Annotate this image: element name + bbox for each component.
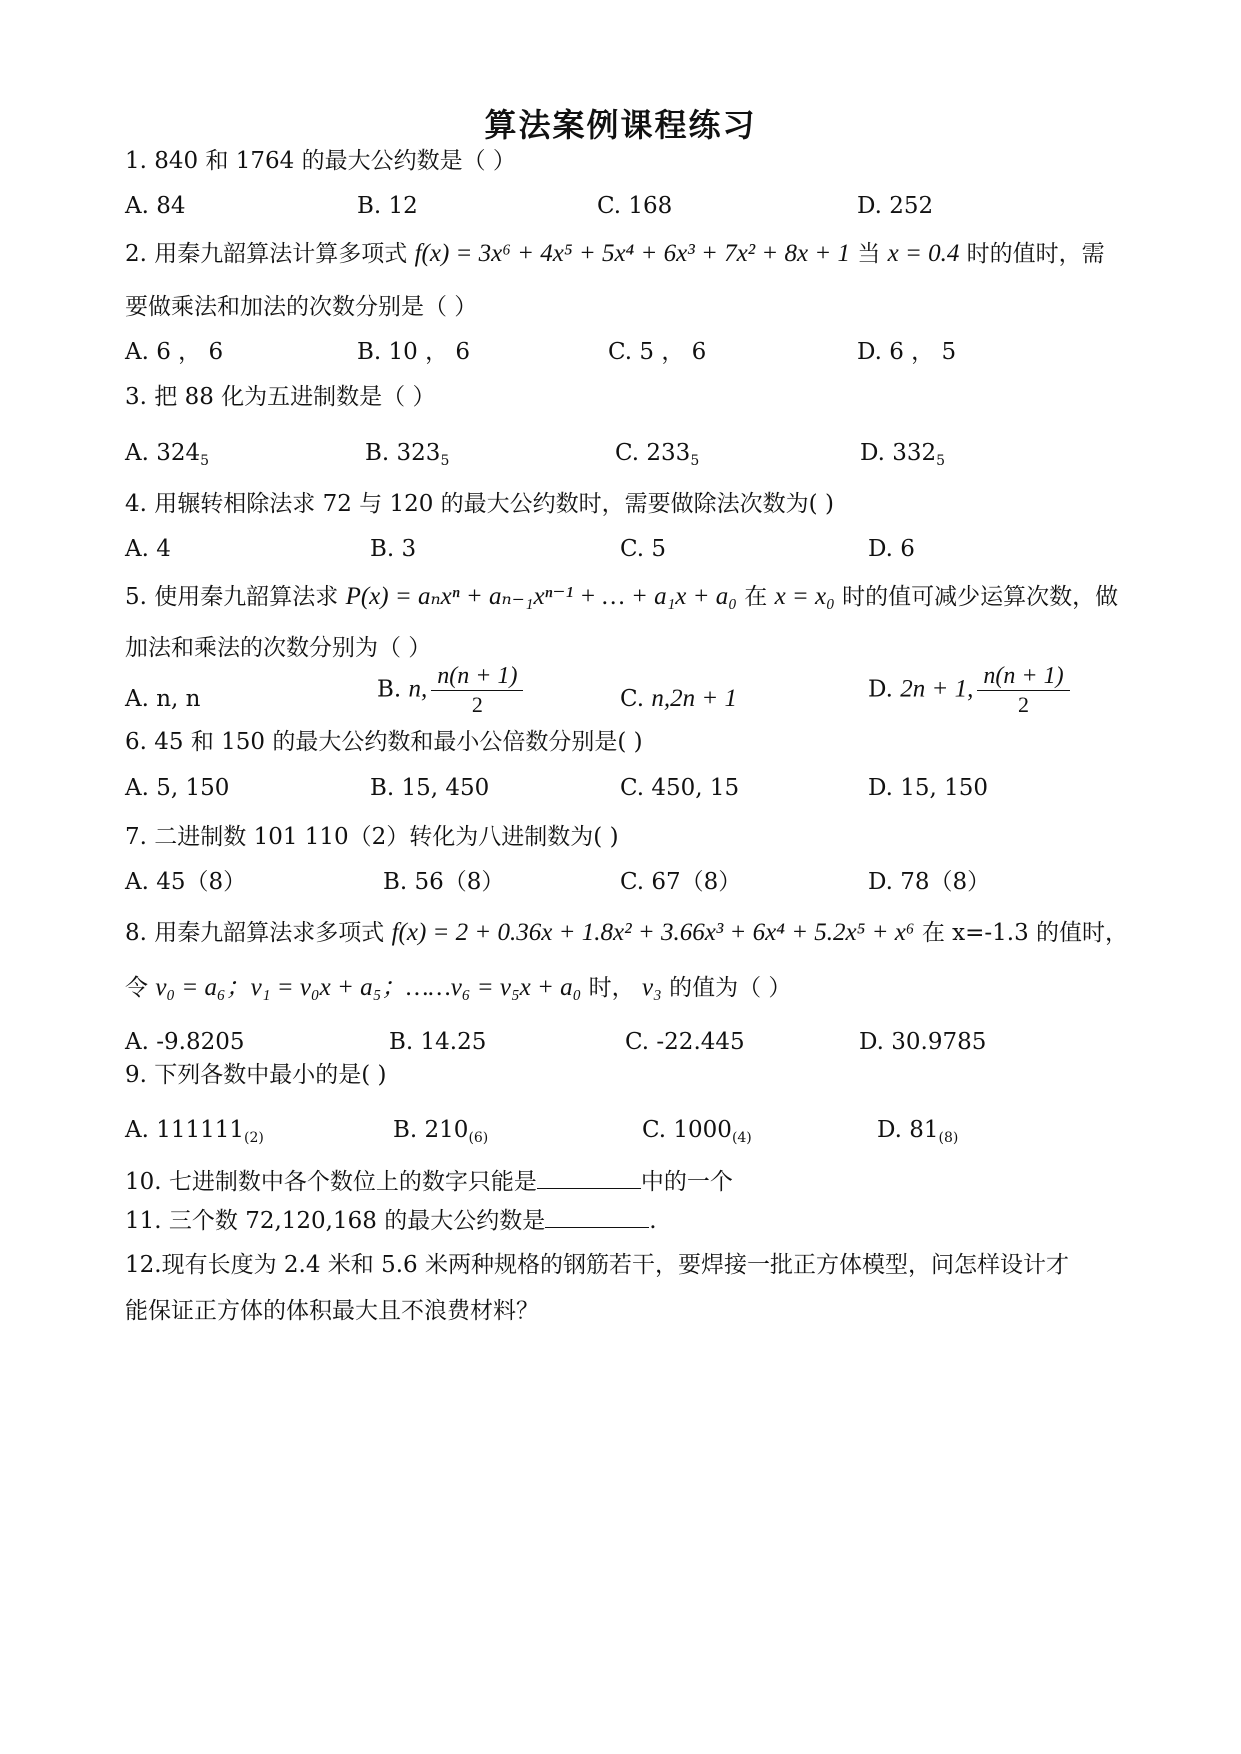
question-8-option-d: D. 30.9785: [859, 1029, 987, 1055]
question-11-stem: 11. 三个数 72,120,168 的最大公约数是 .: [125, 1208, 657, 1234]
question-8-polynomial: f(x) = 2 + 0.36x + 1.8x² + 3.66x³ + 6x⁴ + 5.2x⁵ + x⁶: [391, 919, 915, 946]
question-8-option-c: C. -22.445: [625, 1029, 745, 1055]
question-8-stem-line2: 令 v₀ = a₆；v₁ = v₀x + a₅；……v₆ = v₅x + a₀ 时， v₃ 的值为（ ）: [125, 974, 792, 1001]
question-3-option-b: B. $323_5$: [365, 440, 450, 469]
question-4-option-b: B. 3: [370, 536, 417, 562]
question-2-option-c: C. 5 ， 6: [608, 339, 707, 365]
question-2-stem-line2: 要做乘法和加法的次数分别是（ ）: [125, 294, 478, 320]
question-6-option-c: C. 450, 15: [620, 775, 740, 801]
question-7-option-a: A. 45（8）: [125, 869, 247, 895]
question-5-stem-prefix: 5. 使用秦九韶算法求: [125, 584, 339, 610]
page-title: 算法案例课程练习: [484, 106, 757, 144]
question-5-stem: [125, 582, 1118, 612]
question-5-stem-suffix: 时的值可减少运算次数，做: [842, 584, 1119, 610]
question-3-option-c: C. $233_5$: [615, 440, 700, 469]
question-3-option-d: D. $332_5$: [860, 440, 946, 469]
question-1-option-b: B. 12: [357, 193, 418, 219]
question-9-stem: 9. 下列各数中最小的是( ): [125, 1062, 387, 1088]
question-5-option-b-fraction: $\frac{n(n + 1)}{2}$: [431, 662, 523, 719]
question-1-stem: 1. 840 和 1764 的最大公约数是（ ）: [125, 148, 516, 174]
question-7-stem: 7. 二进制数 101 110（2）转化为八进制数为( ): [125, 824, 619, 850]
question-8-recurrence: v₀ = a₆；v₁ = v₀x + a₅；……v₆ = v₅x + a₀: [155, 974, 582, 1001]
question-8-stem-suffix: 在 x=-1.3 的值时，: [921, 920, 1129, 946]
question-1-option-c: C. 168: [597, 193, 673, 219]
question-8-stem-prefix: 8. 用秦九韶算法求多项式: [125, 920, 385, 946]
question-2-stem: [125, 239, 1105, 269]
question-5-option-d-fraction: $\frac{n(n + 1)}{2}$: [977, 662, 1069, 719]
question-3-stem: 3. 把 88 化为五进制数是（ ）: [125, 384, 436, 410]
question-8-option-b: B. 14.25: [389, 1029, 487, 1055]
question-6-option-d: D. 15, 150: [868, 775, 989, 801]
question-2-stem-prefix: 2. 用秦九韶算法计算多项式: [125, 241, 408, 267]
question-5-option-c: C. n,2n + 1: [620, 685, 738, 712]
question-8-stem: [125, 918, 1128, 948]
question-5-stem-mid: 在: [744, 584, 768, 610]
question-7-option-b: B. 56（8）: [383, 869, 505, 895]
question-5-polynomial: P(x) = aₙxⁿ + aₙ₋₁xⁿ⁻¹ + … + a₁x + a₀: [345, 583, 737, 610]
question-1-option-a: A. 84: [125, 193, 186, 219]
question-10-stem: 10. 七进制数中各个数位上的数字只能是 中的一个: [125, 1169, 733, 1195]
question-7-option-d: D. 78（8）: [868, 869, 991, 895]
question-2-option-b: B. 10 ， 6: [357, 339, 471, 365]
question-8-option-a: A. -9.8205: [125, 1029, 245, 1055]
question-1-option-d: D. 252: [857, 193, 934, 219]
question-2-x-value: x = 0.4: [887, 240, 960, 267]
question-5-x-value: x = x₀: [774, 583, 835, 610]
question-9-option-c: C. $1000_{(4)}$: [642, 1117, 752, 1146]
question-5-option-d: D. 2n + 1, $\frac{n(n + 1)}{2}$: [868, 662, 1070, 719]
question-2-stem-mid: 当: [857, 241, 881, 267]
question-4-option-c: C. 5: [620, 536, 667, 562]
question-2-option-d: D. 6 ， 5: [857, 339, 957, 365]
question-6-option-b: B. 15, 450: [370, 775, 490, 801]
question-6-option-a: A. 5, 150: [125, 775, 230, 801]
question-2-stem-suffix: 时的值时，需: [966, 241, 1105, 267]
answer-blank[interactable]: [537, 1168, 641, 1189]
question-9-option-d: D. $81_{(8)}$: [877, 1117, 959, 1146]
question-5-option-a: A. n, n: [125, 686, 201, 712]
question-2-option-a: A. 6 ， 6: [125, 339, 224, 365]
question-9-option-b: B. $210_{(6)}$: [393, 1117, 489, 1146]
question-5-stem-line2: 加法和乘法的次数分别为（ ）: [125, 635, 432, 661]
question-5-option-b: B. n, $\frac{n(n + 1)}{2}$: [377, 662, 523, 719]
question-2-polynomial: f(x) = 3x⁶ + 4x⁵ + 5x⁴ + 6x³ + 7x² + 8x + 1: [414, 240, 851, 267]
question-3-option-a: A. $324_5$: [125, 440, 210, 469]
question-7-option-c: C. 67（8）: [620, 869, 742, 895]
question-4-option-d: D. 6: [868, 536, 915, 562]
question-9-option-a: A. $111111_{(2)}$: [125, 1117, 264, 1146]
question-4-option-a: A. 4: [125, 536, 171, 562]
question-12-stem-line2: 能保证正方体的体积最大且不浪费材料？: [125, 1298, 539, 1324]
question-4-stem: 4. 用辗转相除法求 72 与 120 的最大公约数时，需要做除法次数为( ): [125, 491, 834, 517]
answer-blank[interactable]: [545, 1207, 649, 1228]
question-6-stem: 6. 45 和 150 的最大公约数和最小公倍数分别是( ): [125, 729, 643, 755]
question-12-stem: 12.现有长度为 2.4 米和 5.6 米两种规格的钢筋若干，要焊接一批正方体模型，问怎样设计才: [125, 1252, 1069, 1278]
